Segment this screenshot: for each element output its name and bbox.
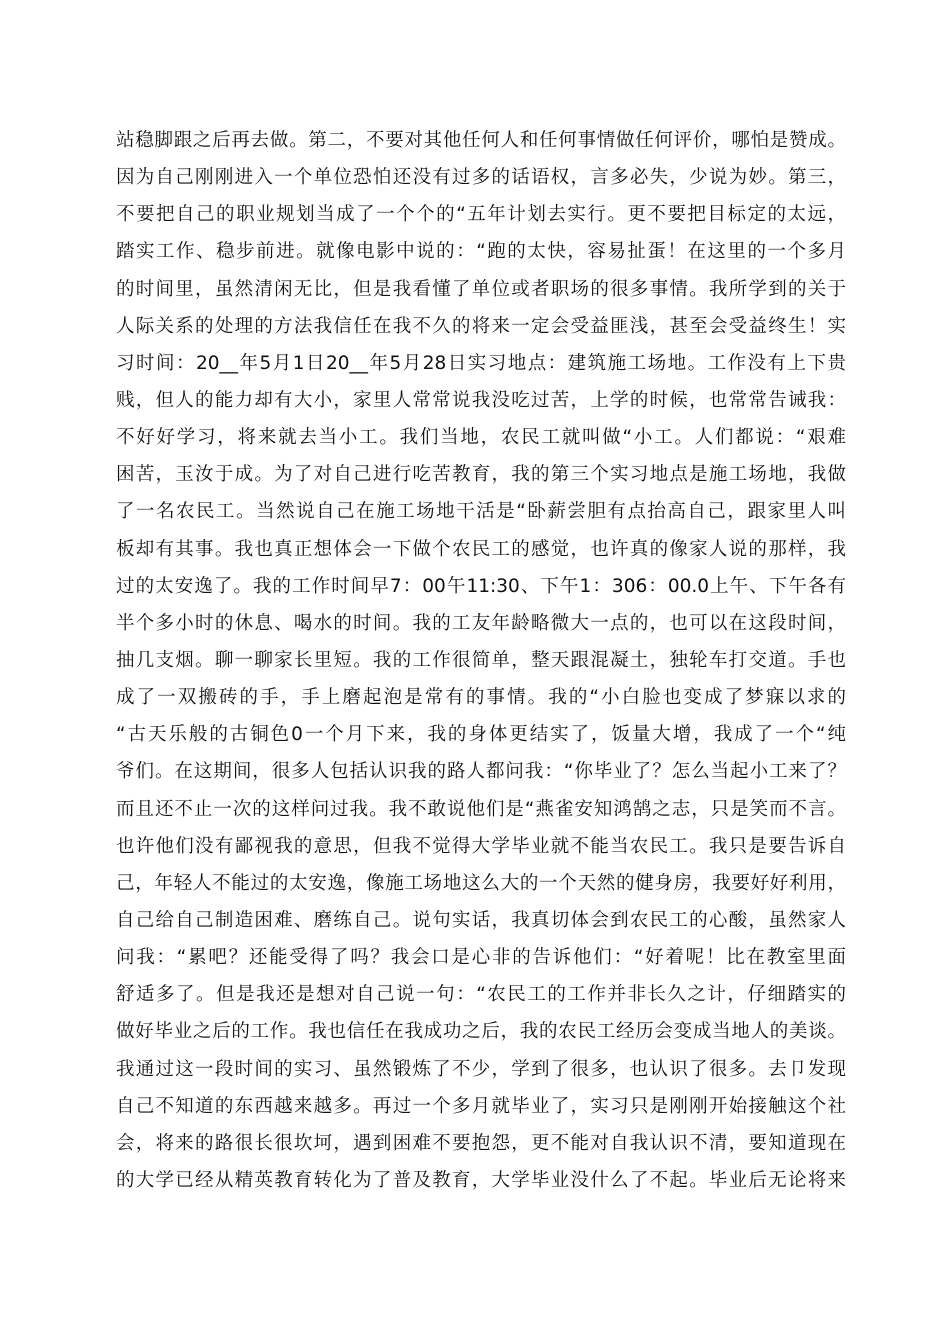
text-line-6: 人际关系的处理的方法我信任在我不久的将来一定会受益匪浅，甚至会受益终生！实 — [116, 315, 846, 337]
text-line-9: 不好好学习，将来就去当小工。我们当地，农民工就叫做“小工。人们都说：“艰难 — [116, 427, 846, 449]
text-line-25: 做好毕业之后的工作。我也信任在我成功之后，我的农民工经历会变成当地人的美谈。 — [116, 1021, 846, 1043]
text-line-3: 不要把自己的职业规划当成了一个个的“五年计划去实行。更不要把目标定的太远， — [116, 204, 846, 226]
text-line-22: 自己给自己制造困难、磨练自己。说句实话，我真切体会到农民工的心酸，虽然家人 — [116, 909, 846, 931]
text-line-26: 我通过这一段时间的实习、虽然锻炼了不少，学到了很多，也认识了很多。去卩发现 — [116, 1058, 846, 1080]
text-line-17: “古天乐般的古铜色0一个月下来，我的身体更结实了，饭量大增，我成了一个“纯 — [116, 724, 846, 746]
text-line-21: 己，年轻人不能过的太安逸，像施工场地这么大的一个天然的健身房，我要好好利用， — [116, 872, 846, 894]
text-line-12: 板却有其事。我也真正想体会一下做个农民工的感觉，也许真的像家人说的那样，我 — [116, 538, 846, 560]
text-line-18: 爷们。在这期间，很多人包括认识我的路人都问我：“你毕业了？怎么当起小工来了？ — [116, 761, 846, 783]
text-line-20: 也许他们没有鄙视我的意思，但我不觉得大学毕业就不能当农民工。我只是要告诉自 — [116, 835, 846, 857]
text-line-13: 过的太安逸了。我的工作时间早7：00午11:30、下午1：306：00.0上午、下午各有 — [116, 575, 846, 597]
body-text — [116, 122, 846, 1199]
text-line-11: 了一名农民工。当然说自己在施工场地干活是“卧薪尝胆有点抬高自己，跟家里人叫 — [116, 501, 846, 523]
text-line-29: 的大学已经从精英教育转化为了普及教育，大学毕业没什么了不起。毕业后无论将来 — [116, 1169, 846, 1191]
text-line-15: 抽几支烟。聊一聊家长里短。我的工作很简单，整天跟混凝土，独轮车打交道。手也 — [116, 649, 846, 671]
text-line-27: 自己不知道的东西越来越多。再过一个多月就毕业了，实习只是刚刚开始接触这个社 — [116, 1095, 846, 1117]
text-line-7: 习时间：20__年5月1日20__年5月28日实习地点：建筑施工场地。工作没有上下贵 — [116, 352, 846, 374]
text-line-1: 站稳脚跟之后再去做。第二，不要对其他任何人和任何事情做任何评价，哪怕是赞成。 — [116, 130, 846, 151]
text-line-5: 的时间里，虽然清闲无比，但是我看懂了单位或者职场的很多事情。我所学到的关于 — [116, 278, 846, 300]
text-line-14: 半个多小时的休息、喝水的时间。我的工友年龄略微大一点的，也可以在这段时间， — [116, 612, 846, 634]
text-line-19: 而且还不止一次的这样问过我。我不敢说他们是“燕雀安知鸿鹄之志，只是笑而不言。 — [116, 798, 846, 820]
text-line-8: 贱，但人的能力却有大小，家里人常常说我没吃过苦，上学的时候，也常常告诫我： — [116, 389, 846, 411]
text-line-28: 会，将来的路很长很坎坷，遇到困难不要抱怨，更不能对自我认识不清，要知道现在 — [116, 1132, 846, 1154]
text-line-16: 成了一双搬砖的手，手上磨起泡是常有的事情。我的“小白脸也变成了梦寐以求的 — [116, 687, 846, 709]
text-line-10: 困苦，玉汝于成。为了对自己进行吃苦教育，我的第三个实习地点是施工场地，我做 — [116, 464, 846, 486]
text-line-4: 踏实工作、稳步前进。就像电影中说的：“跑的太快，容易扯蛋！在这里的一个多月 — [116, 241, 846, 263]
text-line-23: 问我：“累吧？还能受得了吗？我会口是心非的告诉他们：“好着呢！比在教室里面 — [116, 947, 846, 969]
text-line-2: 因为自己刚刚进入一个单位恐怕还没有过多的话语权，言多必失，少说为妙。第三， — [116, 167, 846, 189]
text-line-24: 舒适多了。但是我还是想对自己说一句：“农民工的工作并非长久之计，仔细踏实的 — [116, 984, 846, 1006]
